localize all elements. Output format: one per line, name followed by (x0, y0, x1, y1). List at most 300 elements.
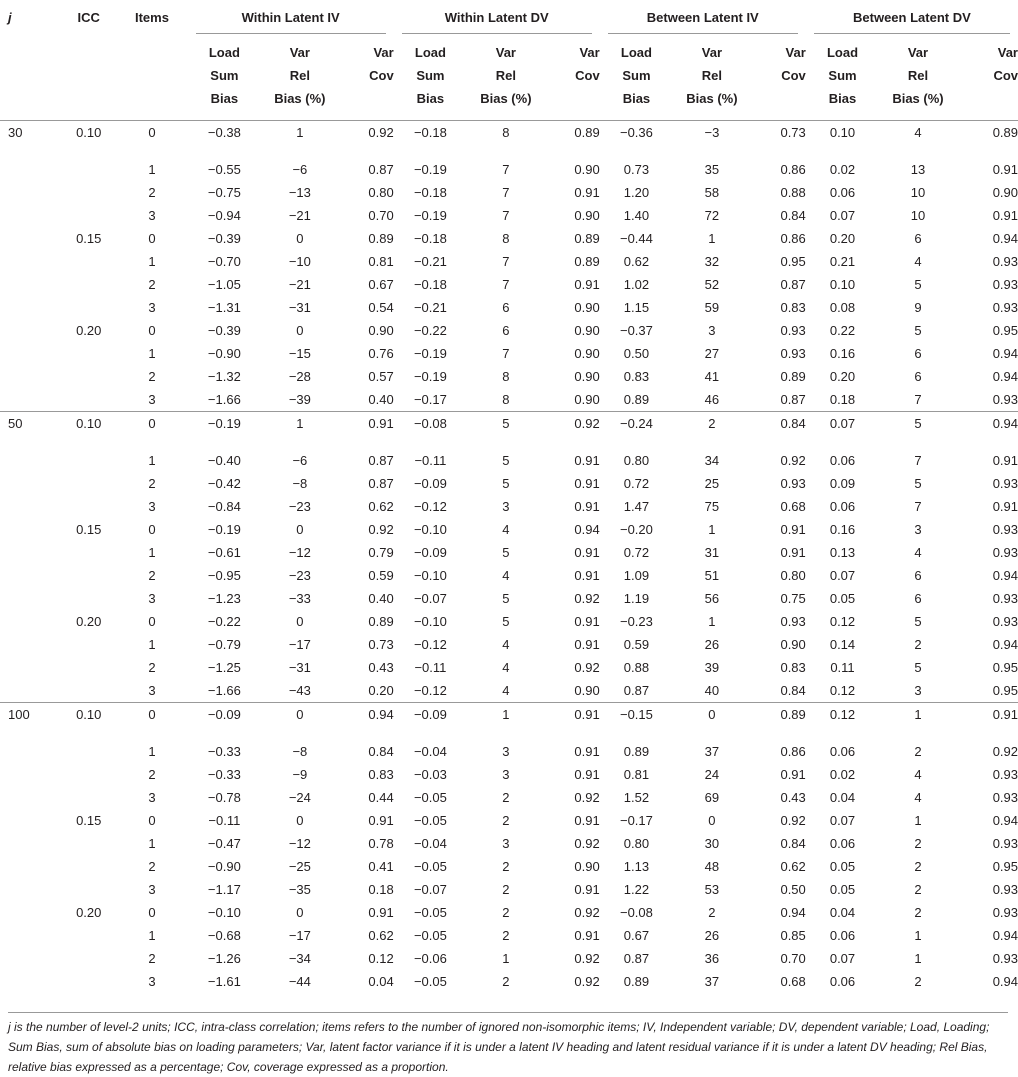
table-cell: 3 (148, 391, 156, 407)
table-cell (0, 181, 61, 204)
table-cell: 1 (708, 613, 716, 629)
table-cell: 0.89 (623, 973, 650, 989)
table-cell: −0.09 (413, 544, 447, 560)
table-cell: 100 (0, 702, 61, 740)
table-cell: 0.43 (780, 789, 806, 805)
table-cell: 0.73 (780, 124, 806, 140)
table-cell: 1 (148, 345, 156, 361)
table-cell: −0.39 (207, 322, 241, 338)
table-cell: −0.11 (208, 812, 241, 828)
table-cell: 1.19 (623, 590, 650, 606)
table-cell: 0.05 (829, 590, 856, 606)
table-cell: 1 (148, 544, 156, 560)
table-cell: 0.15 (76, 812, 102, 828)
table-cell: 1.02 (623, 276, 650, 292)
table-cell: 3 (148, 682, 156, 698)
table-cell: −0.11 (414, 452, 447, 468)
table-row (0, 809, 1018, 832)
table-cell: 24 (704, 766, 720, 782)
table-cell: 1 (148, 835, 156, 851)
table-cell: 0.21 (829, 253, 856, 269)
table-cell: 0 (116, 411, 187, 449)
table-cell: −0.08 (394, 411, 467, 449)
table-cell: 0.06 (829, 184, 856, 200)
table-cell: −1.17 (207, 881, 241, 897)
table-cell (61, 832, 116, 855)
table-row (0, 319, 1018, 342)
table-cell: 0 (296, 613, 304, 629)
table-cell: 0.87 (780, 391, 806, 407)
table-cell: −23 (288, 498, 311, 514)
table-cell: 0.02 (829, 161, 856, 177)
table-cell: 2 (914, 835, 922, 851)
table-cell: 7 (502, 184, 510, 200)
table-cell (0, 832, 61, 855)
table-cell: 3 (148, 973, 156, 989)
table-cell: 0.12 (829, 613, 856, 629)
table-cell: 0 (148, 124, 156, 140)
table-cell: −0.68 (207, 927, 241, 943)
subheader-var-cov: Var Cov (575, 45, 600, 83)
table-cell: 0.04 (829, 904, 856, 920)
table-cell: −0.61 (207, 544, 241, 560)
table-row (0, 495, 1018, 518)
subheader-var-rel-bias: Var Rel Bias (%) (686, 45, 738, 106)
table-cell: 0.95 (992, 858, 1018, 874)
table-cell: 0.73 (623, 161, 650, 177)
table-row (0, 296, 1018, 319)
table-cell: 3 (148, 881, 156, 897)
table-cell: −0.19 (413, 345, 447, 361)
table-cell: 0.07 (829, 207, 856, 223)
table-cell: 0.80 (623, 452, 650, 468)
table-cell (0, 679, 61, 703)
table-cell: 0.93 (992, 391, 1018, 407)
table-cell: 59 (704, 299, 720, 315)
table-cell: 0.89 (574, 124, 600, 140)
table-cell: −0.90 (207, 345, 241, 361)
table-cell: −24 (288, 789, 311, 805)
table-cell: 0.91 (574, 743, 600, 759)
table-cell: 6 (914, 567, 922, 583)
table-cell: 0.90 (574, 207, 600, 223)
table-cell: 0.89 (368, 230, 394, 246)
table-cell: 0.89 (780, 368, 806, 384)
table-cell: 0.41 (368, 858, 394, 874)
table-cell: 0 (296, 904, 304, 920)
table-cell: −1.66 (207, 682, 241, 698)
table-cell: 0.92 (368, 124, 394, 140)
table-cell: 6 (502, 322, 510, 338)
table-row (0, 158, 1018, 181)
table-cell: 0.91 (574, 498, 600, 514)
table-cell: 0.07 (806, 411, 879, 449)
table-cell: 2 (148, 950, 156, 966)
table-cell: 0.06 (829, 835, 856, 851)
table-cell: −0.17 (413, 391, 447, 407)
table-cell: 31 (704, 544, 720, 560)
table-cell: 10 (910, 207, 926, 223)
table-cell (61, 786, 116, 809)
table-cell: 5 (914, 613, 922, 629)
table-cell: 0.93 (992, 544, 1018, 560)
table-cell: 0.93 (992, 590, 1018, 606)
table-cell: −0.95 (207, 567, 241, 583)
table-cell: 3 (914, 682, 922, 698)
table-row (0, 786, 1018, 809)
table-cell: 4 (914, 766, 922, 782)
table-cell: −0.39 (207, 230, 241, 246)
table-cell: 7 (502, 207, 510, 223)
table-cell: 0.80 (623, 835, 650, 851)
table-cell (0, 365, 61, 388)
table-cell: 0.90 (574, 682, 600, 698)
table-cell: 0.06 (829, 498, 856, 514)
table-cell: −0.84 (207, 498, 241, 514)
table-cell: 0.59 (368, 567, 394, 583)
table-cell: −17 (288, 927, 311, 943)
table-cell (61, 342, 116, 365)
table-cell: 1.40 (623, 207, 650, 223)
table-cell: 4 (502, 636, 510, 652)
group-within-latent-dv: Within Latent DV (394, 0, 600, 34)
table-cell: −0.10 (413, 521, 447, 537)
table-cell: 1 (148, 253, 156, 269)
table-cell (0, 541, 61, 564)
table-cell: 3 (148, 299, 156, 315)
table-cell: 51 (704, 567, 720, 583)
table-cell: 30 (704, 835, 720, 851)
table-cell: 2 (708, 904, 716, 920)
table-row (0, 855, 1018, 878)
table-cell: −0.03 (413, 766, 447, 782)
table-cell: 0.91 (574, 184, 600, 200)
table-cell (0, 610, 61, 633)
table-cell: 0.68 (780, 973, 806, 989)
table-cell: 26 (704, 927, 720, 943)
table-cell: 0.90 (780, 636, 806, 652)
table-cell: 1 (148, 743, 156, 759)
table-cell: 0.93 (992, 950, 1018, 966)
table-cell: 0.92 (574, 659, 600, 675)
table-cell: 1 (914, 812, 922, 828)
table-cell: 0.13 (829, 544, 856, 560)
table-cell: 0.06 (829, 973, 856, 989)
table-cell: 0 (148, 812, 156, 828)
table-row (0, 679, 1018, 703)
table-cell: 5 (879, 411, 957, 449)
table-cell: 0.92 (574, 904, 600, 920)
table-cell: −13 (288, 184, 311, 200)
table-cell: 0.92 (992, 743, 1018, 759)
table-cell: 1 (708, 521, 716, 537)
table-cell: 4 (914, 124, 922, 140)
table-cell: 0.92 (545, 411, 600, 449)
table-cell: 1 (879, 702, 957, 740)
table-cell: 7 (914, 498, 922, 514)
table-cell: −0.18 (413, 230, 447, 246)
table-cell: −0.10 (413, 613, 447, 629)
table-cell: −8 (292, 743, 308, 759)
table-cell: 2 (148, 475, 156, 491)
table-cell: 0.91 (574, 881, 600, 897)
table-cell (0, 786, 61, 809)
table-cell: 0.93 (992, 276, 1018, 292)
table-cell: 0.44 (368, 789, 394, 805)
table-row (0, 518, 1018, 541)
table-cell: 0 (296, 812, 304, 828)
table-cell: 2 (502, 881, 510, 897)
table-cell: 27 (704, 345, 720, 361)
table-cell: 0.07 (829, 950, 856, 966)
table-cell: 1 (148, 927, 156, 943)
table-cell: 0 (148, 904, 156, 920)
table-cell: 0.08 (829, 299, 856, 315)
table-cell: −0.78 (207, 789, 241, 805)
subheader-var-cov: Var Cov (993, 45, 1018, 83)
table-cell: 69 (704, 789, 720, 805)
table-cell: −0.37 (619, 322, 653, 338)
table-cell: 6 (914, 345, 922, 361)
table-cell: 0.91 (992, 498, 1018, 514)
table-cell: 2 (148, 766, 156, 782)
table-cell: 5 (502, 452, 510, 468)
table-cell: −0.33 (207, 766, 241, 782)
table-cell: 1 (708, 230, 716, 246)
table-cell: 0.93 (780, 345, 806, 361)
subheader-load-sum-bias: Load Sum Bias (414, 45, 446, 106)
table-row (0, 656, 1018, 679)
table-cell: 2 (914, 904, 922, 920)
table-cell: −0.07 (413, 590, 447, 606)
table-cell (0, 472, 61, 495)
table-cell: 4 (502, 521, 510, 537)
table-cell: 0.89 (992, 124, 1018, 140)
table-cell: 2 (148, 184, 156, 200)
table-cell: −1.26 (207, 950, 241, 966)
table-cell: 0.70 (368, 207, 394, 223)
table-cell: 0.89 (751, 702, 806, 740)
table-cell: 0 (296, 230, 304, 246)
table-cell: 0.93 (992, 475, 1018, 491)
table-cell: −0.20 (619, 521, 653, 537)
table-cell: 0.91 (957, 702, 1018, 740)
table-cell: −0.40 (207, 452, 241, 468)
table-cell: 0.80 (368, 184, 394, 200)
table-cell (61, 273, 116, 296)
table-cell: 0.83 (623, 368, 650, 384)
table-cell: 1 (502, 950, 510, 966)
table-cell: 0.87 (623, 950, 650, 966)
table-row (0, 411, 1018, 449)
header-j: j (8, 10, 12, 25)
table-cell: −6 (292, 161, 308, 177)
table-row (0, 947, 1018, 970)
table-cell: 4 (502, 682, 510, 698)
table-cell: 1 (467, 702, 545, 740)
table-cell: 25 (704, 475, 720, 491)
table-cell: −0.18 (413, 184, 447, 200)
table-cell: 0.04 (829, 789, 856, 805)
table-cell: 0.20 (829, 368, 856, 384)
table-cell (0, 763, 61, 786)
table-row (0, 924, 1018, 947)
table-cell: −0.70 (207, 253, 241, 269)
table-cell: 0 (296, 521, 304, 537)
table-cell: 3 (502, 766, 510, 782)
table-cell: 0.83 (780, 299, 806, 315)
table-row (0, 342, 1018, 365)
table-cell: 0.92 (780, 452, 806, 468)
table-cell (0, 656, 61, 679)
table-cell: 3 (148, 789, 156, 805)
table-cell: 0.84 (780, 207, 806, 223)
table-cell: 0.90 (574, 299, 600, 315)
table-cell: 0.90 (574, 391, 600, 407)
table-cell (61, 296, 116, 319)
table-cell: −0.44 (619, 230, 653, 246)
table-cell: 0.88 (623, 659, 650, 675)
table-cell: 5 (914, 276, 922, 292)
table-cell: 0.94 (574, 521, 600, 537)
table-cell: −0.36 (619, 124, 653, 140)
table-cell: −21 (288, 207, 311, 223)
table-row (0, 227, 1018, 250)
table-cell: 0.94 (992, 567, 1018, 583)
table-cell: 0.92 (574, 835, 600, 851)
table-cell (0, 564, 61, 587)
table-cell: −0.79 (207, 636, 241, 652)
table-cell: 0.62 (368, 498, 394, 514)
table-cell: 50 (0, 411, 61, 449)
table-cell: 5 (502, 613, 510, 629)
table-cell: 0.93 (780, 613, 806, 629)
table-cell: 0.93 (992, 881, 1018, 897)
table-cell: −0.21 (413, 299, 447, 315)
table-cell: 37 (704, 743, 720, 759)
table-cell: −0.19 (413, 207, 447, 223)
table-cell: 0.76 (368, 345, 394, 361)
table-cell: 0.79 (368, 544, 394, 560)
table-cell: 0.90 (574, 368, 600, 384)
table-cell: −0.19 (413, 368, 447, 384)
table-cell: 0.80 (780, 567, 806, 583)
table-cell: 1.47 (623, 498, 650, 514)
table-cell: −0.33 (207, 743, 241, 759)
table-cell: 32 (704, 253, 720, 269)
table-cell: −0.90 (207, 858, 241, 874)
table-cell: 4 (502, 567, 510, 583)
table-cell: −8 (292, 475, 308, 491)
table-cell: 0.91 (368, 904, 394, 920)
header-items: Items (134, 10, 169, 25)
table-cell: −0.19 (207, 521, 241, 537)
table-cell: −3 (704, 124, 720, 140)
table-row (0, 740, 1018, 763)
table-cell: −0.38 (207, 124, 241, 140)
table-row (0, 970, 1018, 993)
table-cell: −0.05 (413, 973, 447, 989)
table-cell: 1 (296, 124, 304, 140)
table-cell: 0.94 (992, 636, 1018, 652)
table-cell: 2 (673, 411, 751, 449)
table-cell: 0.20 (368, 682, 394, 698)
table-cell: 0.91 (992, 452, 1018, 468)
table-cell: 0.93 (992, 904, 1018, 920)
table-cell: −0.05 (413, 858, 447, 874)
table-cell: 0.93 (992, 789, 1018, 805)
table-cell: 0.91 (574, 276, 600, 292)
table-cell: 53 (704, 881, 720, 897)
table-cell: −0.22 (413, 322, 447, 338)
table-cell: −0.09 (413, 475, 447, 491)
table-cell (61, 947, 116, 970)
table-row (0, 702, 1018, 740)
table-cell: 0.90 (368, 322, 394, 338)
table-cell: 2 (914, 973, 922, 989)
table-cell: 0.93 (992, 253, 1018, 269)
table-cell: 2 (148, 567, 156, 583)
table-footnote: j is the number of level-2 units; ICC, intra-class correlation; items refers to the number of ignored non-isomorphic items; IV, Independent variable; DV, dependent variable; Load, Loading; Sum Bias, sum of absolute bias on loading parameters; Var, latent factor variance if it is under a latent IV heading and latent residual variance if it is under a latent DV heading; Rel Bias, relative bias expressed as a percentage; Cov, coverage expressed as a proportion. (8, 1012, 1008, 1077)
table-cell: −0.94 (207, 207, 241, 223)
table-cell: 0.70 (780, 950, 806, 966)
table-cell: −28 (288, 368, 311, 384)
header-group-row (0, 0, 1018, 34)
table-cell: 0.16 (829, 521, 856, 537)
table-cell: 8 (502, 368, 510, 384)
table-cell: 0.20 (76, 904, 102, 920)
table-cell: 7 (502, 345, 510, 361)
table-cell: −9 (292, 766, 308, 782)
table-cell: 0.91 (992, 161, 1018, 177)
table-cell: 0.91 (780, 521, 806, 537)
table-cell: 0.72 (623, 544, 650, 560)
table-cell (0, 319, 61, 342)
table-cell: −0.24 (600, 411, 673, 449)
table-cell: 0.91 (574, 452, 600, 468)
table-cell: 1 (148, 452, 156, 468)
table-cell: 4 (914, 544, 922, 560)
table-row (0, 564, 1018, 587)
table-cell: 7 (502, 161, 510, 177)
table-cell: 1.20 (623, 184, 650, 200)
table-cell (61, 365, 116, 388)
table-cell: 0.92 (780, 812, 806, 828)
table-cell: 0.93 (780, 475, 806, 491)
table-cell: 0.93 (992, 299, 1018, 315)
table-cell: 0.94 (957, 411, 1018, 449)
table-cell (61, 924, 116, 947)
table-row (0, 633, 1018, 656)
table-cell (0, 158, 61, 181)
table-cell: −0.18 (413, 124, 447, 140)
table-cell (61, 181, 116, 204)
table-cell: 0.94 (992, 927, 1018, 943)
table-cell: 0.91 (574, 567, 600, 583)
table-cell: −0.19 (413, 161, 447, 177)
table-cell: 0.68 (780, 498, 806, 514)
table-cell: 0.67 (368, 276, 394, 292)
table-cell: 0.72 (623, 475, 650, 491)
table-cell: 7 (502, 253, 510, 269)
table-cell: 1.13 (623, 858, 650, 874)
table-cell: 2 (914, 636, 922, 652)
table-cell: 0.85 (780, 927, 806, 943)
table-cell: −0.09 (394, 702, 467, 740)
header-icc: ICC (77, 10, 100, 25)
table-cell: 0.83 (780, 659, 806, 675)
table-cell: −1.61 (207, 973, 241, 989)
